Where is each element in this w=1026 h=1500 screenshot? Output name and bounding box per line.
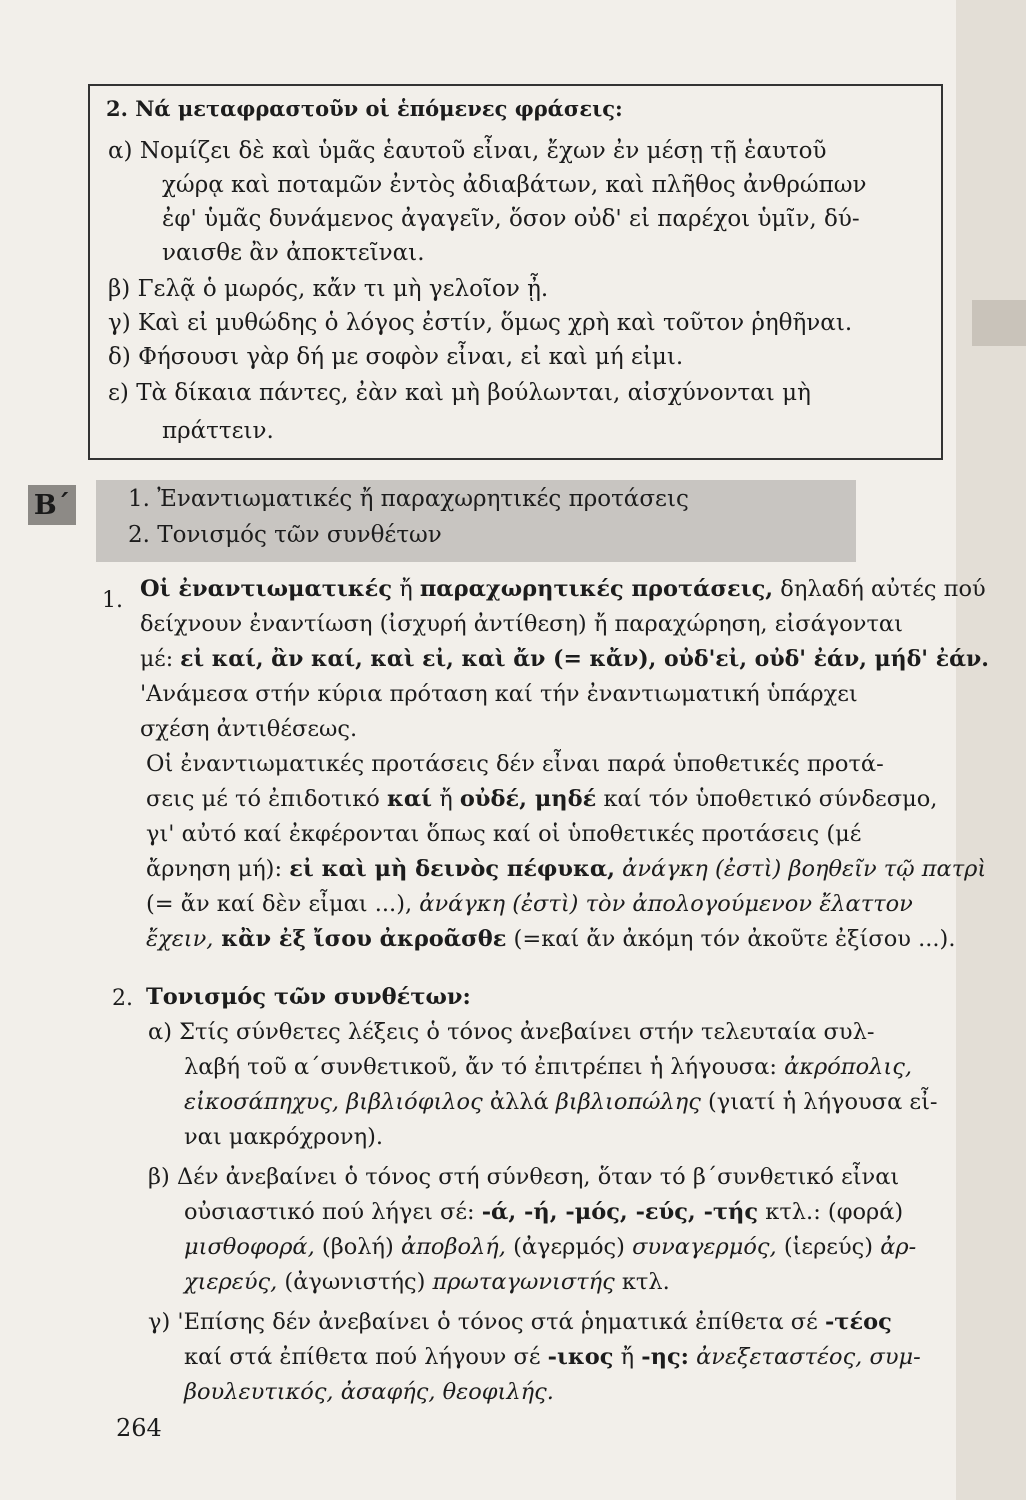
- exercise-line: ναισθε ἂν ἀποκτεῖναι.: [162, 240, 425, 266]
- text-run: λαβή τοῦ α΄συνθετικοῦ, ἄν τό ἐπιτρέπει ἡ λήγουσα:: [184, 1054, 785, 1080]
- text-run: ἤ: [613, 1344, 642, 1370]
- text-run: ἤ: [432, 786, 460, 812]
- text-line: [184, 1199, 903, 1225]
- term: -ά, -ή, -μός, -εύς, -τής: [481, 1199, 759, 1225]
- term: παραχωρητικές προτάσεις,: [419, 576, 774, 602]
- exercise-line: πράττειν.: [162, 418, 274, 444]
- text-run: (= ἄν καί δὲν εἶμαι ...),: [146, 891, 420, 917]
- text-line: γι' αὐτό καί ἐκφέρονται ὅπως καί οἱ ὑποθετικές προτάσεις (μέ: [146, 821, 862, 847]
- text-line: α) Στίς σύνθετες λέξεις ὁ τόνος ἀνεβαίνει στήν τελευταία συλ-: [148, 1019, 875, 1045]
- example: πρωταγωνιστής: [432, 1269, 615, 1295]
- text-run: ἀλλά: [482, 1089, 556, 1115]
- text-run: μέ:: [140, 647, 181, 672]
- section-topics-band: [96, 480, 856, 562]
- exercise-line: α) Νομίζει δὲ καὶ ὑμᾶς ἑαυτοῦ εἶναι, ἔχων ἐν μέσῃ τῇ ἑαυτοῦ: [108, 138, 827, 164]
- example: χιερεύς,: [184, 1269, 278, 1295]
- text-run: γ) 'Επίσης δέν ἀνεβαίνει ὁ τόνος στά ῥηματικά ἐπίθετα σέ: [148, 1309, 825, 1335]
- text-run: (γιατί ἡ λήγουσα εἶ-: [700, 1089, 938, 1115]
- term: -τέος: [824, 1309, 892, 1335]
- text-run: (βολή): [314, 1234, 401, 1260]
- adjacent-page-bleed: [956, 0, 1026, 1500]
- paragraph-number: 2.: [112, 986, 133, 1011]
- text-line: [184, 1379, 554, 1405]
- text-line: [140, 576, 986, 602]
- text-line: [184, 1234, 916, 1260]
- section-topic: 2. Τονισμός τῶν συνθέτων: [128, 522, 442, 548]
- text-run: (ἱερεύς): [776, 1234, 881, 1260]
- text-run: καί τόν ὑποθετικό σύνδεσμο,: [596, 786, 938, 812]
- text-run: καί στά ἐπίθετα πού λήγουν σέ: [184, 1344, 548, 1370]
- example: ἀνάγκη (ἐστὶ) βοηθεῖν τῷ πατρὶ: [615, 856, 987, 882]
- text-run: κτλ.: (φορά): [758, 1199, 904, 1225]
- example: ἀνεξεταστέος, συμ-: [688, 1344, 921, 1370]
- exercise-title: 2. Νά μεταφραστοῦν οἱ ἑπόμενες φράσεις:: [106, 96, 623, 121]
- term: οὐδέ, μηδέ: [459, 786, 597, 812]
- exercise-line: δ) Φήσουσι γὰρ δή με σοφὸν εἶναι, εἰ καὶ μή εἰμι.: [108, 344, 684, 370]
- text-run: (=καί ἄν ἀκόμη τόν ἀκοῦτε ἐξίσου ...).: [506, 926, 956, 952]
- example: κἂν ἐξ ἴσου ἀκροᾶσθε: [213, 926, 507, 952]
- text-line: [146, 926, 955, 952]
- example: εἰ καὶ μὴ δεινὸς πέφυκα,: [289, 856, 615, 882]
- text-line: [184, 1344, 921, 1370]
- example: ἀποβολή,: [400, 1234, 506, 1260]
- text-line: [146, 786, 937, 812]
- text-line: [140, 646, 989, 672]
- text-run: κτλ.: [614, 1269, 670, 1295]
- text-line: [146, 856, 986, 882]
- exercise-line: ε) Τὰ δίκαια πάντες, ἐὰν καὶ μὴ βούλωνται, αἰσχύνονται μὴ: [108, 380, 811, 406]
- thumb-index-tab: [972, 300, 1026, 346]
- example: ἀρ-: [880, 1234, 917, 1260]
- exercise-line: γ) Καὶ εἰ μυθώδης ὁ λόγος ἐστίν, ὅμως χρὴ καὶ τοῦτον ῥηθῆναι.: [108, 310, 853, 336]
- text-line: [184, 1269, 670, 1295]
- text-line: [146, 891, 913, 917]
- exercise-line: β) Γελᾷ ὁ μωρός, κἄν τι μὴ γελοῖον ᾖ.: [108, 276, 549, 302]
- text-run: ἄρνηση μή):: [146, 856, 290, 882]
- page-number: 264: [116, 1414, 162, 1442]
- text-run: δηλαδή αὐτές πού: [773, 576, 986, 602]
- example: ἔχειν,: [146, 926, 214, 952]
- section-heading: Τονισμός τῶν συνθέτων:: [146, 984, 471, 1010]
- text-line: Οἱ ἐναντιωματικές προτάσεις δέν εἶναι παρά ὑποθετικές προτά-: [146, 751, 884, 777]
- text-line: β) Δέν ἀνεβαίνει ὁ τόνος στή σύνθεση, ὅταν τό β΄συνθετικό εἶναι: [148, 1164, 900, 1190]
- example: βουλευτικός,: [184, 1379, 334, 1405]
- text-run: οὐσιαστικό πού λήγει σέ:: [184, 1199, 482, 1225]
- example: βιβλιοπώλης: [555, 1089, 701, 1115]
- term: καί: [386, 786, 433, 812]
- text-run: ἤ: [392, 576, 420, 602]
- text-line: [184, 1054, 912, 1080]
- section-topic: 1. Ἐναντιωματικές ἤ παραχωρητικές προτάσεις: [128, 486, 689, 512]
- term: Οἱ ἐναντιωματικές: [140, 576, 393, 602]
- text-run: (ἀγωνιστής): [277, 1269, 433, 1295]
- text-line: ναι μακρόχρονη).: [184, 1124, 383, 1150]
- example: εἰκοσάπηχυς, βιβλιόφιλος: [184, 1089, 483, 1115]
- exercise-line: χώρᾳ καὶ ποταμῶν ἐντὸς ἀδιαβάτων, καὶ πλῆθος ἀνθρώπων: [162, 172, 867, 198]
- example: συναγερμός,: [632, 1234, 777, 1260]
- text-line: σχέση ἀντιθέσεως.: [140, 716, 358, 742]
- term: -ης:: [641, 1344, 689, 1370]
- text-run: σεις μέ τό ἐπιδοτικό: [146, 786, 387, 812]
- text-line: [184, 1089, 938, 1115]
- example: ἀσαφής, θεοφιλής.: [333, 1379, 554, 1405]
- term: εἰ καί, ἂν καί, καὶ εἰ, καὶ ἄν (= κἄν), οὐδ'εἰ, οὐδ' ἐάν, μήδ' ἐάν.: [180, 646, 989, 672]
- exercise-line: ἐφ' ὑμᾶς δυνάμενος ἀγαγεῖν, ὅσον οὐδ' εἰ παρέχοι ὑμῖν, δύ-: [162, 206, 860, 232]
- text-line: 'Ανάμεσα στήν κύρια πρόταση καί τήν ἐναντιωματική ὑπάρχει: [140, 681, 858, 707]
- text-line: [146, 984, 471, 1010]
- term: -ικος: [547, 1344, 614, 1370]
- text-line: [148, 1309, 892, 1335]
- section-label: Β΄: [28, 485, 76, 525]
- text-run: (ἀγερμός): [505, 1234, 633, 1260]
- example: ἀνάγκη (ἐστὶ) τὸν ἀπολογούμενον ἔλαττον: [419, 891, 913, 917]
- example: μισθοφορά,: [184, 1234, 315, 1260]
- text-line: δείχνουν ἐναντίωση (ἰσχυρή ἀντίθεση) ἤ παραχώρηση, εἰσάγονται: [140, 611, 903, 637]
- paragraph-number: 1.: [102, 588, 123, 613]
- exercise-box: [88, 84, 943, 460]
- example: ἀκρόπολις,: [784, 1054, 912, 1080]
